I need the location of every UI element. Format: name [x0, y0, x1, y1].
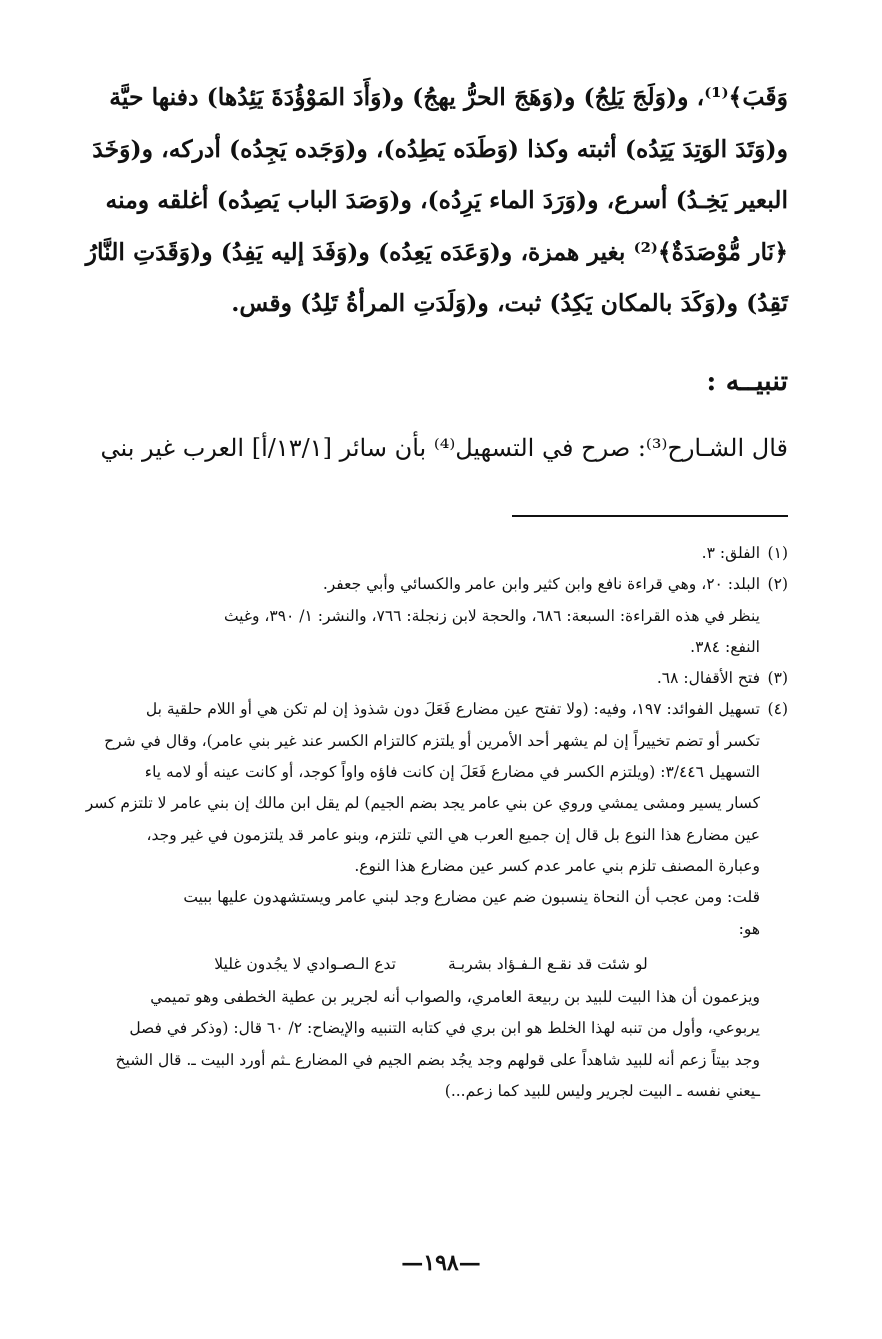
- poetry-verse: [74, 945, 788, 982]
- footnote-line: التسهيل ٣/٤٤٦: (ويلتزم الكسر في مضارع فَعَلَ إن كانت فاؤه واواً كوجد، أو كانت عينه أو لامه ياء: [144, 763, 760, 782]
- verse-first-hemistich: لو شئت قد نقـع الـفـؤاد بشربـة: [447, 954, 648, 973]
- footnote-line: كسار يسير ومشى يمشي وروي عن بني عامر يجد بضم الجيم) لم يقل ابن مالك إن بني عامر لا تلتزم كسر: [85, 794, 760, 813]
- main-text: [74, 72, 788, 330]
- footnote-line: ينظر في هذه القراءة: السبعة: ٦٨٦، والحجة لابن زنجلة: ٧٦٦، والنشر: ١/ ٣٩٠، وغيث: [223, 606, 760, 625]
- footnote-line: عين مضارع هذا النوع بل قال إن جميع العرب هي التي تلتزم، وبنو عامر قد يلتزمون في غير وجد،: [146, 825, 760, 844]
- footnote-line: [74, 663, 788, 694]
- footnote-text: البلد: ٢٠، وهي قراءة نافع وابن كثير وابن عامر والكسائي وأبي جعفر.: [322, 575, 760, 594]
- footnote-line: [74, 694, 788, 725]
- main-text-line: و(وَتَدَ الوَتِدَ يَتِدُه) أثبته وكذا (وَطَدَه يَطِدُه)، و(وَجَده يَجِدُه) أدركه، و(وَخَدَ: [92, 134, 788, 163]
- footnote-number: (٢): [767, 575, 788, 594]
- page-number-value: ١٩٨: [423, 1250, 459, 1276]
- page-number: —١٩٨—: [401, 1250, 481, 1276]
- footnote-line: قلت: ومن عجب أن النحاة ينسبون ضم عين مضارع وجد لبني عامر ويستشهدون عليها ببيت: [183, 888, 760, 907]
- footnote-line: ويزعمون أن هذا البيت للبيد بن ربيعة العامري، والصواب أنه لجرير بن عطية الخطفى وهو تميمي: [150, 988, 760, 1007]
- footnote-text: فتح الأقفال: ٦٨.: [656, 669, 760, 688]
- footnote-line: [74, 538, 788, 569]
- main-text-line: البعير يَخِـدُ) أسرع، و(وَرَدَ الماء يَرِدُه)، و(وَصَدَ الباب يَصِدُه) أغلقه ومنه: [105, 186, 788, 214]
- section-heading: تنبيــه :: [706, 366, 788, 397]
- footnote-text: الفلق: ٣.: [701, 544, 760, 562]
- footnote-line: [74, 569, 788, 600]
- footnote-text: تسهيل الفوائد: ١٩٧، وفيه: (ولا تفتح عين مضارع فَعَلَ دون شذوذ إن لم تكن هي أو اللام حلقية بل: [145, 700, 760, 719]
- footnote-line: وجد بيتاً زعم أنه للبيد شاهداً على قولهم وجد يجُد بضم الجيم في المضارع ـثم أورد البيت ـ. قال الشيخ: [115, 1050, 760, 1069]
- footnote-number: (١): [767, 544, 788, 562]
- footnotes: [74, 538, 788, 1107]
- main-text-line: تَقِدُ) و(وَكَدَ بالمكان يَكِدُ) ثبت، و(وَلَدَتِ المرأةُ تَلِدُ) وقس.: [231, 289, 788, 317]
- footnote-number: (٤): [767, 700, 788, 719]
- footnote-line: النفع: ٣٨٤.: [690, 637, 760, 656]
- footnote-number: (٣): [767, 669, 788, 688]
- footnote-line: وعبارة المصنف تلزم بني عامر عدم كسر عين مضارع هذا النوع.: [354, 856, 760, 875]
- footnote-line: هو:: [738, 919, 760, 938]
- main-text-line: وَقَبَ﴾⁽¹⁾، و(وَلَجَ يَلِجُ) و(وَهَجَ الحرُّ يهجُ) و(وَأَدَ المَوْؤُدَةَ يَئِدُها) دفنها حيَّة: [109, 83, 788, 111]
- intro-line: قال الشـارح⁽³⁾: صرح في التسهيل⁽⁴⁾ بأن سائر [١٣/١/أ] العرب غير بني: [100, 434, 788, 462]
- footnote-line: ـيعني نفسه ـ البيت لجرير وليس للبيد كما زعم...): [444, 1082, 760, 1101]
- footnote-separator: [512, 515, 788, 517]
- footnote-line: يربوعي، وأول من تنبه لهذا الخلط هو ابن بري في كتابه التنبيه والإيضاح: ٢/ ٦٠ قال: (وذكر في فصل: [129, 1019, 760, 1038]
- footnote-line: تكسر أو تضم تخييراً إن لم يشهر أحد الأمرين أو يلتزم كالتزام الكسر عند غير بني عامر)، وقال في شرح: [104, 731, 760, 750]
- main-text-line: ﴿نَار مُّوْصَدَةٌ﴾⁽²⁾ بغير همزة، و(وَعَدَه يَعِدُه) و(وَفَدَ إليه يَفِدُ) و(وَقَدَتِ النَّارُ: [85, 237, 788, 266]
- verse-second-hemistich: تدع الـصـوادي لا يجُدون غليلا: [214, 954, 396, 973]
